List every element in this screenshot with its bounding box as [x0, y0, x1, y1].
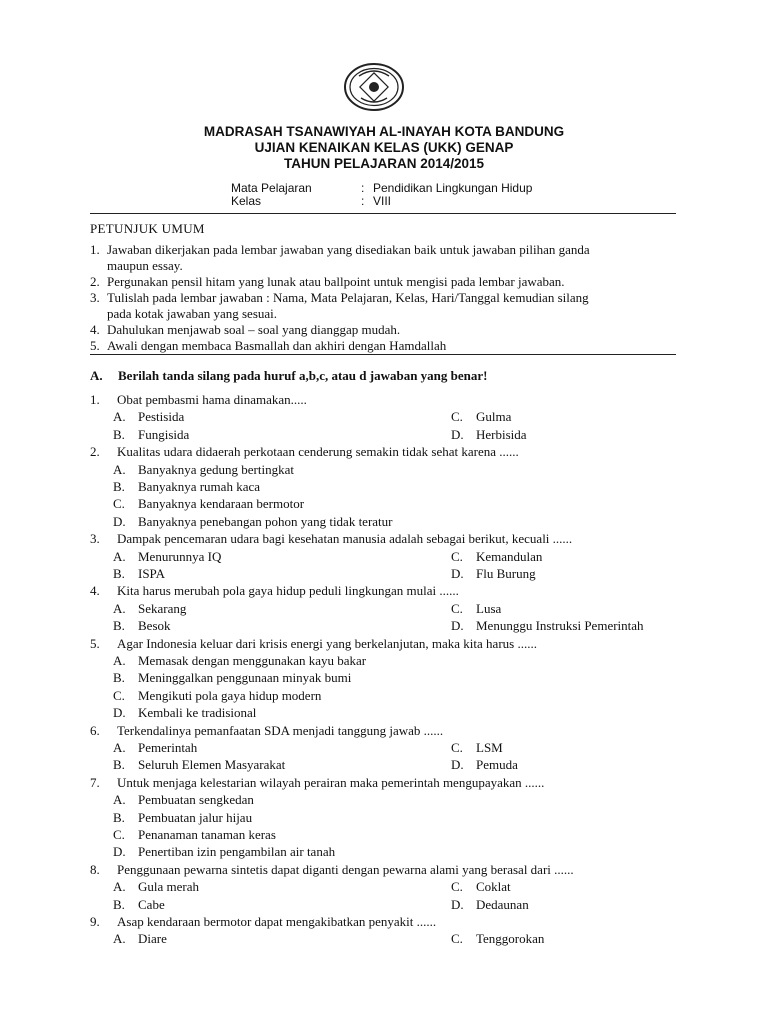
option-letter: B.	[113, 479, 125, 494]
option-text: Penanaman tanaman keras	[138, 827, 276, 842]
question-number: 7.	[90, 774, 100, 790]
question-text: Kualitas udara didaerah perkotaan cenderung semakin tidak sehat karena ......	[117, 444, 519, 460]
option-text: Kemandulan	[476, 548, 543, 564]
option-letter: B.	[113, 670, 125, 686]
petunjuk-text: Jawaban dikerjakan pada lembar jawaban yang disediakan baik untuk jawaban pilihan ganda	[107, 242, 590, 257]
option-text: Menurunnya IQ	[138, 548, 222, 564]
question-number: 4.	[90, 583, 100, 599]
petunjuk-text: Dahulukan menjawab soal – soal yang dianggap mudah.	[107, 322, 401, 337]
option-letter: D.	[113, 513, 126, 529]
option-text: Diare	[138, 931, 167, 947]
option-text: Banyaknya kendaraan bermotor	[138, 496, 305, 512]
petunjuk-number: 5.	[90, 338, 100, 353]
exam-title: UJIAN KENAIKAN KELAS (UKK) GENAP	[254, 140, 514, 155]
question-number: 5.	[90, 635, 100, 651]
option-text: Seluruh Elemen Masyarakat	[138, 757, 286, 773]
option-letter: B.	[113, 566, 125, 581]
section-letter: A.	[90, 368, 103, 383]
option-letter: C.	[451, 879, 463, 895]
option-text: Besok	[138, 618, 171, 634]
academic-year: TAHUN PELAJARAN 2014/2015	[283, 156, 485, 171]
petunjuk-number: 3.	[90, 290, 100, 305]
option-letter: A.	[113, 740, 126, 755]
option-text: Sekarang	[138, 600, 187, 616]
option-text: Tenggorokan	[476, 931, 545, 947]
option-letter: B.	[113, 896, 125, 912]
option-text: LSM	[476, 740, 503, 755]
option-letter: A.	[113, 653, 126, 668]
petunjuk-text: Awali dengan membaca Basmallah dan akhiri dengan Hamdallah	[107, 338, 447, 353]
question-number: 9.	[90, 914, 100, 929]
petunjuk-text: pada kotak jawaban yang sesuai.	[107, 306, 278, 321]
option-letter: A.	[113, 600, 126, 616]
petunjuk-title: PETUNJUK UMUM	[90, 221, 205, 236]
option-text: Menunggu Instruksi Pemerintah	[476, 618, 644, 634]
option-text: Fungisida	[138, 426, 190, 442]
option-letter: C.	[451, 600, 463, 616]
meta-value: Pendidikan Lingkungan Hidup	[373, 181, 533, 195]
option-text: Banyaknya rumah kaca	[138, 479, 261, 494]
option-text: Gulma	[476, 409, 512, 425]
question-text: Kita harus merubah pola gaya hidup peduli lingkungan mulai ......	[117, 583, 459, 599]
option-letter: C.	[113, 827, 125, 842]
petunjuk-number: 2.	[90, 274, 100, 289]
section-instruction: Berilah tanda silang pada huruf a,b,c, atau d jawaban yang benar!	[118, 368, 488, 383]
option-text: Dedaunan	[476, 896, 529, 912]
option-letter: B.	[113, 757, 125, 773]
option-letter: B.	[113, 618, 125, 634]
option-text: Pestisida	[138, 409, 185, 425]
option-text: Pembuatan jalur hijau	[138, 809, 253, 825]
question-number: 3.	[90, 531, 100, 547]
petunjuk-number: 1.	[90, 242, 100, 257]
option-text: Coklat	[476, 879, 511, 895]
divider	[90, 213, 676, 214]
option-text: Banyaknya gedung bertingkat	[138, 461, 294, 477]
option-letter: B.	[113, 426, 125, 442]
question-text: Untuk menjaga kelestarian wilayah perairan maka pemerintah mengupayakan ......	[117, 774, 545, 790]
option-letter: C.	[451, 548, 463, 564]
option-letter: B.	[113, 809, 125, 825]
question-text: Penggunaan pewarna sintetis dapat diganti dengan pewarna alami yang berasal dari ......	[117, 861, 574, 877]
divider	[90, 354, 676, 355]
option-text: Pemerintah	[138, 740, 198, 755]
school-logo-icon	[343, 62, 405, 112]
petunjuk-number: 4.	[90, 322, 100, 337]
option-text: Pembuatan sengkedan	[138, 792, 254, 808]
petunjuk-text: Pergunakan pensil hitam yang lunak atau ballpoint untuk mengisi pada lembar jawaban.	[107, 274, 565, 289]
option-letter: A.	[113, 879, 126, 895]
option-letter: A.	[113, 461, 126, 477]
option-letter: D.	[451, 566, 464, 581]
option-text: Herbisida	[476, 426, 527, 442]
option-letter: D.	[451, 618, 464, 634]
option-text: Lusa	[476, 600, 502, 616]
meta-label: Mata Pelajaran	[231, 181, 312, 195]
question-text: Asap kendaraan bermotor dapat mengakibatkan penyakit ......	[117, 914, 437, 929]
option-text: Pemuda	[476, 757, 518, 773]
option-text: Kembali ke tradisional	[138, 705, 257, 721]
question-number: 1.	[90, 392, 100, 407]
option-text: Banyaknya penebangan pohon yang tidak teratur	[138, 513, 393, 529]
petunjuk-text: maupun essay.	[107, 258, 183, 273]
question-text: Agar Indonesia keluar dari krisis energi yang berkelanjutan, maka kita harus ......	[117, 635, 537, 651]
school-name: MADRASAH TSANAWIYAH AL-INAYAH KOTA BANDUNG	[203, 124, 565, 139]
meta-subject: Mata Pelajaran : Pendidikan Lingkungan Hidup	[231, 181, 533, 195]
option-letter: C.	[451, 931, 463, 947]
option-text: Memasak dengan menggunakan kayu bakar	[138, 653, 367, 668]
option-text: Penertiban izin pengambilan air tanah	[138, 844, 336, 860]
option-letter: C.	[451, 740, 463, 755]
meta-label: Kelas	[231, 194, 262, 208]
petunjuk-text: Tulislah pada lembar jawaban : Nama, Mata Pelajaran, Kelas, Hari/Tanggal kemudian silang	[107, 290, 589, 305]
option-letter: D.	[451, 896, 464, 912]
option-text: Mengikuti pola gaya hidup modern	[138, 687, 322, 703]
option-letter: A.	[113, 409, 126, 425]
option-text: Flu Burung	[476, 566, 536, 581]
option-letter: A.	[113, 792, 126, 808]
meta-value: VIII	[373, 194, 392, 208]
question-number: 8.	[90, 861, 100, 877]
option-letter: C.	[113, 687, 125, 703]
option-letter: D.	[113, 844, 126, 860]
option-letter: C.	[113, 496, 125, 512]
option-letter: D.	[451, 757, 464, 773]
question-text: Obat pembasmi hama dinamakan.....	[117, 392, 307, 407]
question-number: 6.	[90, 722, 100, 738]
option-letter: D.	[113, 705, 126, 721]
option-text: Cabe	[138, 896, 165, 912]
option-letter: A.	[113, 931, 126, 947]
option-text: Meninggalkan penggunaan minyak bumi	[138, 670, 352, 686]
section-a-title	[90, 368, 488, 384]
option-text: ISPA	[138, 566, 165, 581]
question-number: 2.	[90, 444, 100, 460]
option-text: Gula merah	[138, 879, 200, 895]
option-letter: D.	[451, 426, 464, 442]
question-text: Dampak pencemaran udara bagi kesehatan manusia adalah sebagai berikut, kecuali ......	[117, 531, 573, 547]
meta-class: Kelas : VIII	[231, 194, 392, 208]
option-letter: A.	[113, 548, 126, 564]
option-letter: C.	[451, 409, 463, 425]
question-text: Terkendalinya pemanfaatan SDA menjadi tanggung jawab ......	[117, 722, 444, 738]
